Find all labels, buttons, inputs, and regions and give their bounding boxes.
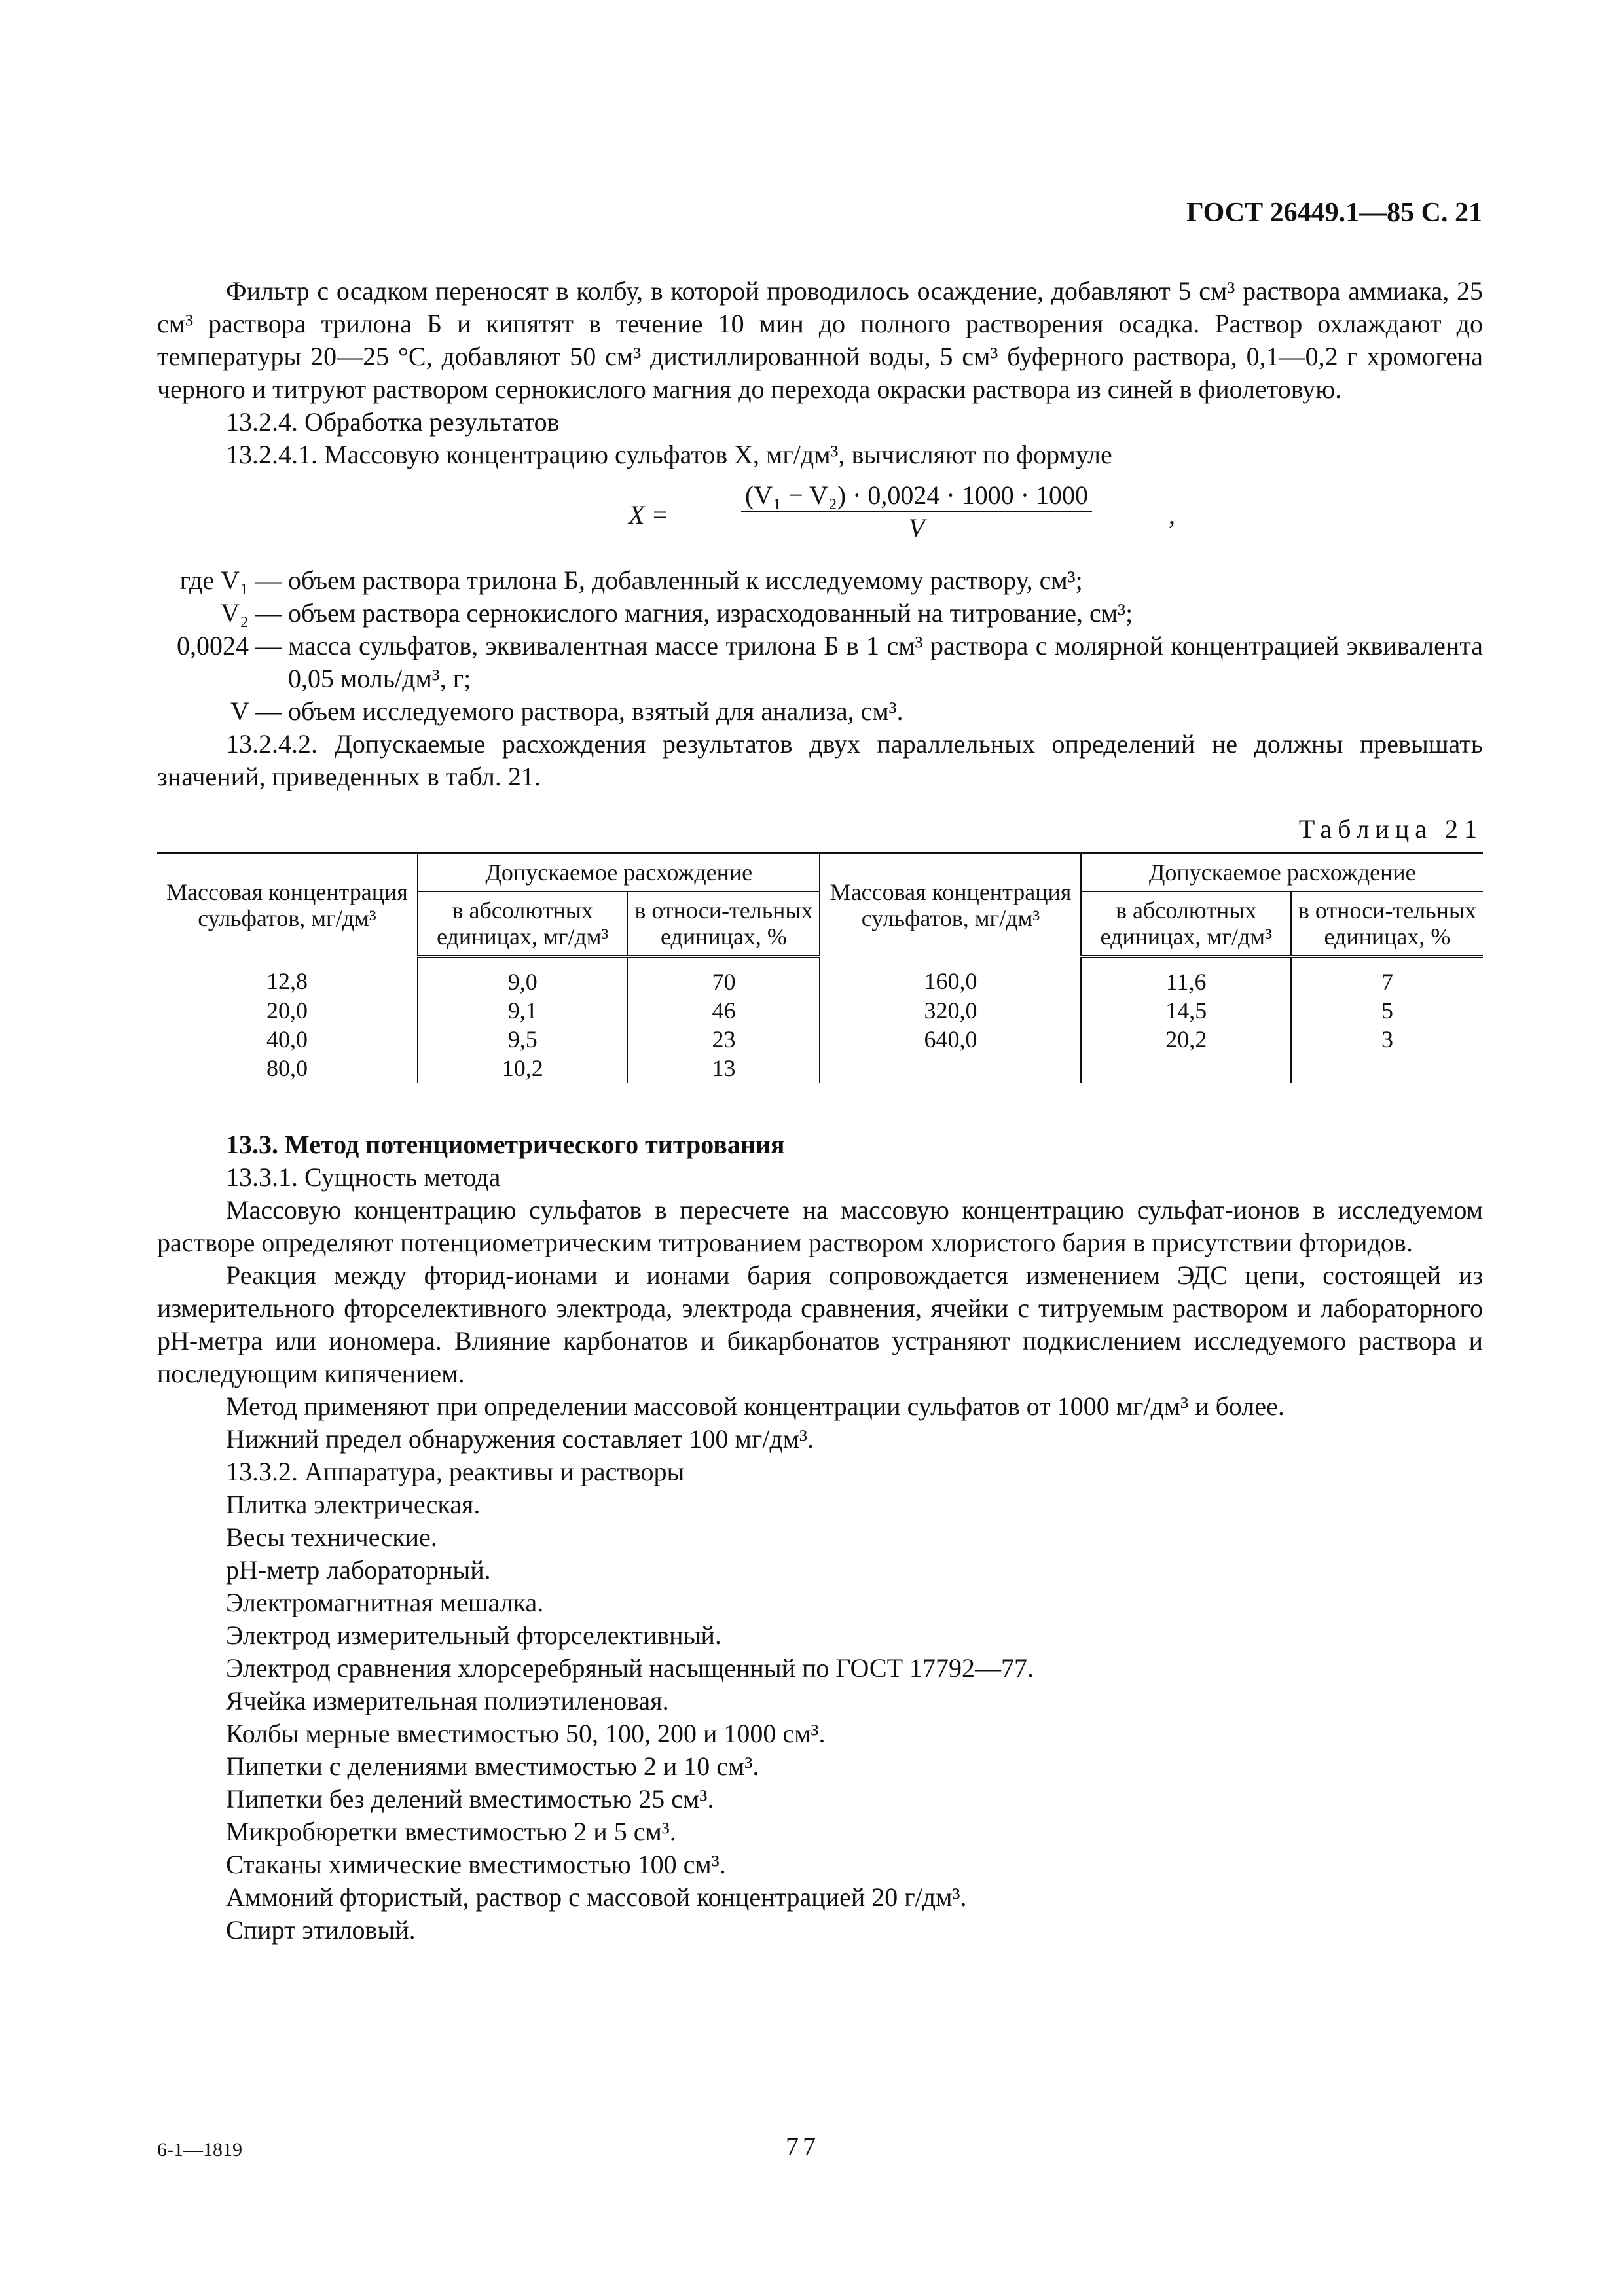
table-cell: 320,0 xyxy=(820,996,1081,1025)
table-cell: 11,6 xyxy=(1081,957,1291,997)
subsection-heading-results: 13.2.4. Обработка результатов xyxy=(226,407,560,437)
table-cell: 70 xyxy=(627,957,820,997)
list-item: Колбы мерные вместимостью 50, 100, 200 и 1000 см³. xyxy=(226,1719,826,1748)
table-cell: 7 xyxy=(1381,969,1393,995)
table-cell: 13 xyxy=(627,1054,820,1083)
table-cell xyxy=(820,1054,1081,1083)
table-row xyxy=(157,1054,1483,1083)
table-header-concentration: Массовая концентрация сульфатов, мг/дм³ xyxy=(157,853,418,957)
table-cell: 80,0 xyxy=(157,1054,418,1083)
formula-fraction xyxy=(668,479,1165,545)
table-header-relative: в относи-тельных единицах, % xyxy=(627,891,820,957)
intro-paragraph-1: Фильтр с осадком переносят в колбу, в которой проводилось осаждение, добавляют 5 см³ раствора аммиака, 25 см³ раствора трилона Б и кипятят в течение 10 мин до полного растворения осадка. Раствор охлаждают до температуры 20—25 °С, добавляют 50 см³ дистиллированной воды, 5 см³ буферного раствора, 0,1—0,2 г хромогена черного и титруют раствором сернокислого магния до перехода окраски раствора из синей в фиолетовую. xyxy=(157,276,1483,404)
table-cell: 640,0 xyxy=(820,1025,1081,1054)
list-item: pH-метр лабораторный. xyxy=(226,1555,491,1585)
table-row xyxy=(157,957,1483,997)
section-paragraph: Массовую концентрацию сульфатов в пересчете на массовую концентрацию сульфат-ионов в исследуемом растворе определяют потенциометрическим титрованием раствором хлористого бария в присутствии фторидов. xyxy=(157,1195,1483,1257)
table-header-relative: в относи-тельных единицах, % xyxy=(1291,891,1483,957)
list-item: Плитка электрическая. xyxy=(226,1490,481,1519)
section-paragraph: Реакция между фторид-ионами и ионами бария сопровождается изменением ЭДС цепи, состоящей из измерительного фторселективного электрода, электрода сравнения, ячейки с титруемым раствором и лабораторного pH-метра или иономера. Влияние карбонатов и бикарбонатов устраняют подкислением исследуемого раствора и последующим кипячением. xyxy=(157,1261,1483,1388)
table-cell: 3 xyxy=(1381,1026,1393,1052)
formula-numerator: (V₁ − V₂) · 0,0024 · 1000 · 1000 xyxy=(741,480,1092,512)
definition-text: масса сульфатов, эквивалентная массе трилона Б в 1 см³ раствора с молярной концентрацией эквивалента 0,05 моль/дм³, г; xyxy=(288,631,1483,693)
list-item: Весы технические. xyxy=(226,1522,437,1552)
list-item: Стаканы химические вместимостью 100 см³. xyxy=(226,1850,726,1879)
formula-lhs: X = xyxy=(629,500,669,529)
definition-symbol: V₂ — xyxy=(221,598,282,628)
document-header: ГОСТ 26449.1—85 С. 21 xyxy=(1186,198,1482,228)
table-cell: 9,1 xyxy=(418,996,628,1025)
list-item: Ячейка измерительная полиэтиленовая. xyxy=(226,1686,669,1715)
table-cell: 20,2 xyxy=(1081,1025,1291,1054)
list-item: Электрод измерительный фторселективный. xyxy=(226,1621,721,1650)
footer-print-code: 6-1—1819 xyxy=(157,2139,242,2161)
table-cell: 40,0 xyxy=(157,1025,418,1054)
table-header-absolute: в абсолютных единицах, мг/дм³ xyxy=(418,891,628,957)
table-row xyxy=(157,996,1483,1025)
subsection-heading-apparatus: 13.3.2. Аппаратура, реактивы и растворы xyxy=(226,1457,685,1486)
table-cell xyxy=(1081,1054,1291,1083)
table-cell xyxy=(1291,1054,1483,1083)
list-item: Пипетки с делениями вместимостью 2 и 10 см³. xyxy=(226,1751,759,1781)
section-title: 13.3. Метод потенциометрического титрования xyxy=(226,1130,785,1159)
table-cell: 5 xyxy=(1381,997,1393,1024)
list-item: Аммоний фтористый, раствор с массовой концентрацией 20 г/дм³. xyxy=(226,1882,967,1912)
definition-text: объем раствора трилона Б, добавленный к исследуемому раствору, см³; xyxy=(288,565,1083,595)
definitions-list xyxy=(157,564,1483,728)
definition-text: объем исследуемого раствора, взятый для анализа, см³. xyxy=(288,696,903,726)
table-header-group: Допускаемое расхождение xyxy=(1081,853,1483,892)
section-paragraph: Метод применяют при определении массовой концентрации сульфатов от 1000 мг/дм³ и более. xyxy=(226,1391,1285,1421)
table-cell: 14,5 xyxy=(1081,996,1291,1025)
table-cell: 23 xyxy=(627,1025,820,1054)
table-cell: 20,0 xyxy=(157,996,418,1025)
list-item: Микробюретки вместимостью 2 и 5 см³. xyxy=(226,1817,676,1846)
subsection-heading-essence: 13.3.1. Сущность метода xyxy=(226,1162,501,1192)
table-cell: 12,8 xyxy=(157,957,418,997)
main-content xyxy=(157,275,1483,1946)
list-item: Электрод сравнения хлорсеребряный насыщенный по ГОСТ 17792—77. xyxy=(226,1653,1034,1683)
list-item: Электромагнитная мешалка. xyxy=(226,1588,544,1617)
list-item: Спирт этиловый. xyxy=(226,1915,416,1945)
list-item: Пипетки без делений вместимостью 25 см³. xyxy=(226,1784,714,1814)
table-header-group: Допускаемое расхождение xyxy=(418,853,820,892)
tolerance-table xyxy=(157,852,1483,1083)
formula-trailing-comma: , xyxy=(1169,500,1175,529)
table-caption: Таблица 21 xyxy=(1298,814,1483,844)
table-cell: 46 xyxy=(627,996,820,1025)
table-header-concentration: Массовая концентрация сульфатов, мг/дм³ xyxy=(820,853,1081,957)
definition-symbol: где V₁ — xyxy=(179,565,282,595)
table-cell: 160,0 xyxy=(820,957,1081,997)
table-cell: 9,5 xyxy=(418,1025,628,1054)
formula-denominator: V xyxy=(908,513,925,543)
table-cell: 10,2 xyxy=(418,1054,628,1083)
definition-symbol: V — xyxy=(230,696,282,726)
definition-symbol: 0,0024 — xyxy=(177,631,282,660)
table-cell: 9,0 xyxy=(418,957,628,997)
intro-paragraph-formula-lead: 13.2.4.1. Массовую концентрацию сульфатов X, мг/дм³, вычисляют по формуле xyxy=(226,440,1112,469)
table-row xyxy=(157,1025,1483,1054)
formula xyxy=(157,479,1483,558)
page-number: 77 xyxy=(786,2132,820,2161)
definition-text: объем раствора сернокислого магния, израсходованный на титрование, см³; xyxy=(288,598,1133,628)
section-paragraph: Нижний предел обнаружения составляет 100 мг/дм³. xyxy=(226,1424,814,1454)
tolerance-paragraph: 13.2.4.2. Допускаемые расхождения результатов двух параллельных определений не должны превышать значений, приведенных в табл. 21. xyxy=(157,729,1483,791)
table-header-absolute: в абсолютных единицах, мг/дм³ xyxy=(1081,891,1291,957)
